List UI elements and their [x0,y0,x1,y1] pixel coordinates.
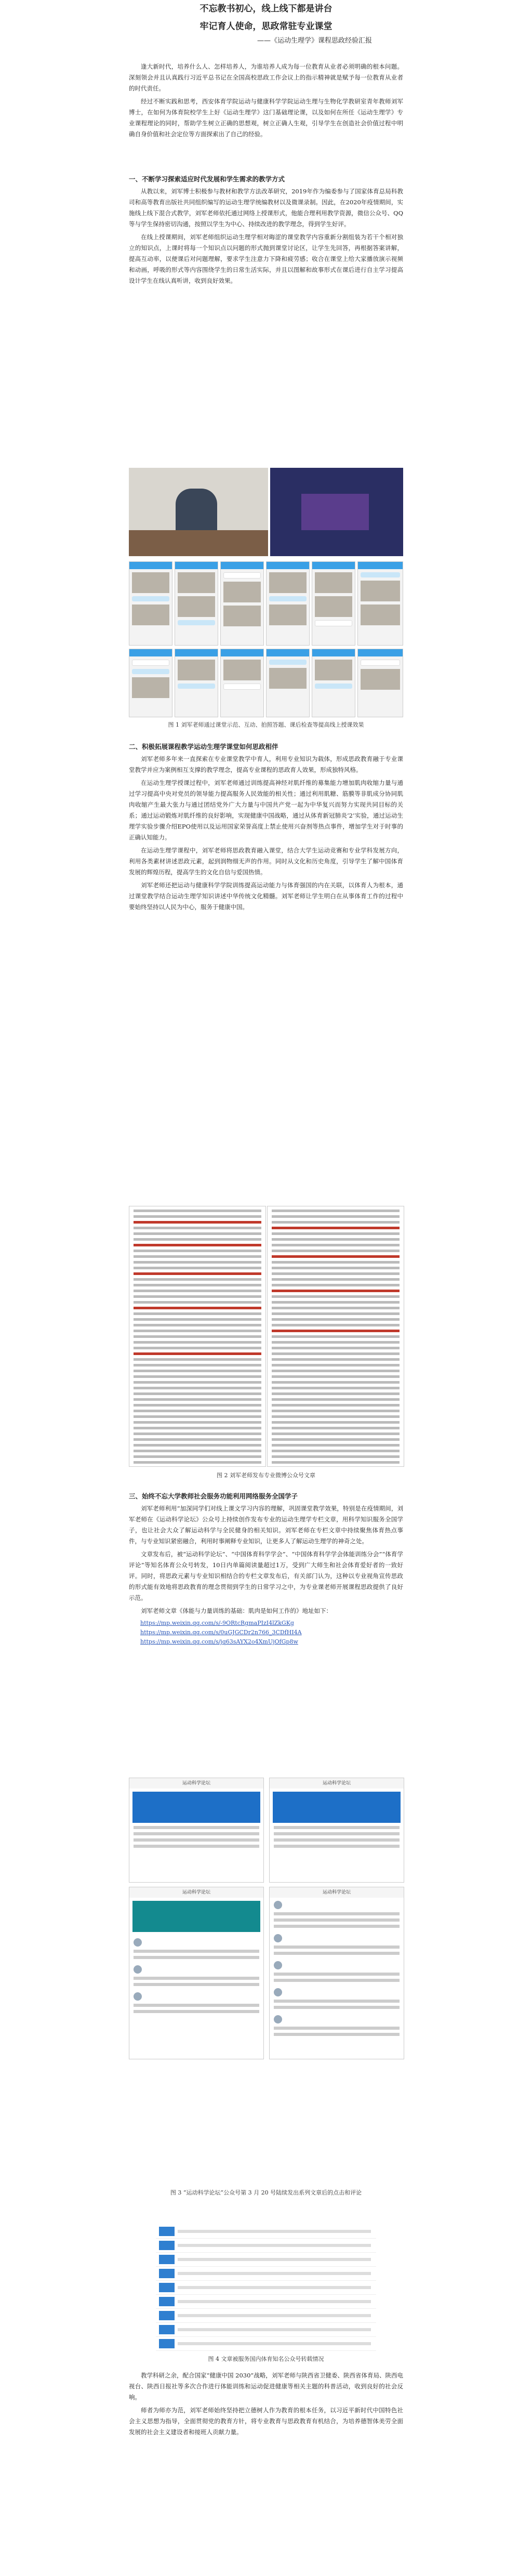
section-paragraph: 在线上授课期间，刘军老师组织运动生理学相对晦涩的课堂教学内容重新分割组装为若干个相对独立的知识点，上课时将每一个知识点以问题的形式抛到课堂讨论区，让学生先回答，再根据答案讲解，提高互动率，以便课后对问题理解，要求学生注意力下降和疲劳感；收合在课堂上给大家播放演示视频和动画，呼吸的形式等内容围绕学生的日常生活实际，并且以图解和故事形式在课后进行自主学习提高设计学生在线认真听讲，收到良好效果。 [129,233,403,284]
article-banner [273,1792,401,1823]
main-title: 不忘教书初心，线上线下都是讲台 [200,4,332,14]
wechat-title: 运动科学论坛 [270,1778,404,1789]
phone-screenshot [175,561,218,646]
section-paragraph: 在运动生理学课程中，刘军老师将思政教育融入课堂，结合大学生运动竞赛和专业学科发展方向，利用各类素材讲述思政元素，起到润物细无声的作用。同时从文化和历史角度，引导学生了解中国体育发展的辉煌历程，提高学生的文化自信与爱国热情。 [129,847,403,876]
title-block [129,2,403,47]
wechat-title: 运动科学论坛 [129,1887,263,1898]
table-row [156,2337,376,2351]
section-paragraph: 文章发布后，被“运动科学论坛”、“中国体育科学学会”、“中国体育科学学会体能训练分会”“体育学评论”等知名体育公众号转发，10日内单篇阅读量超过1万，受到广大师生和社会体育爱好者的一致好评。同时，将思政元素与专业知识相结合的专栏文章发布后，有关部门认为，这种以专业视角宣传思政的形式能有效地将思政教育的理念贯彻到学生的日常学习之中，为专业课老师开展课程思政提供了良好示范。 [129,1550,403,1601]
phone-screenshot [220,561,264,646]
section-paragraph: 刘军老师还把运动与健康科学学院训练提高运动能力与体育强国的内在关联，以体育人为根本，通过课堂教学结合运动生理学知识讲述中华传统文化精髓。刘军老师让学生明白在从事体育工作的过程中要始终坚持以人民为中心，服务于健康中国。 [129,882,403,911]
table-row [156,2239,376,2253]
wechat-screenshot [269,1887,404,2059]
section-paragraph: 刘军老师利用“加深同学们对线上课文学习内容的理解，巩固课堂教学效果，特别是在疫情期间，刘军老师在《运动科学论坛》公众号上持续创作发布专业的运动生理学专栏文章，用科学知识服务全国学子，也让社会大众了解运动科学与全民健身的相关知识。刘军老师在专栏文章中持续聚焦体育热点事件，与专业知识紧密融合，利用时事阐释专业知识，让更多人了解运动生理学的神奇之处。 [129,1505,403,1545]
article-screenshot [267,1206,404,1467]
article-link[interactable]: https://mp.weixin.qq.com/s/-9ORtcRgmaPIzI4lZkGKg [140,1620,294,1626]
links-intro: 刘军老师文章《体能与力量训练的基础：肌肉是如何工作的》地址如下： [141,1607,332,1614]
closing-block [129,2370,403,2440]
section-heading: 二、积极拓展课程教学运动生理学课堂如何思政相伴 [129,743,278,751]
figure-3-caption: 图 3 “运动科学论坛”公众号第 3 月 20 号陆续发出系列文章后的点击和评论 [170,2189,362,2196]
repost-stats-table [156,2225,376,2351]
phone-screenshot [266,649,310,717]
phone-screenshot [175,649,218,717]
wechat-screenshot [269,1778,404,1883]
intro-block [129,61,403,142]
figure-2-caption: 图 2 刘军老师发布专业微博公众号文章 [217,1472,315,1479]
closing-paragraph: 教学科研之余，配合国家“健康中国 2030”战略，刘军老师与陕西省卫健委、陕西省体育局、陕西电视台、陕西日报社等多次合作进行体能训练和运动促进健康等相关主题的科普活动，收到良好的社会反响。 [129,2372,403,2401]
section-heading: 三、始终不忘大学教师社会服务功能利用网络服务全国学子 [129,1492,298,1500]
section-paragraph: 从教以来，刘军博士积极参与教材和教学方法改革研究，2019年作为编委参与了国家体育总局科教司和高等教育出版社共同组织编写的运动生理学统编教材以及微课录制。因此，在2020年疫情期间，实施线上线下混合式教学，刘军老师依托通过网络上授课形式，他能合理利用教学资源，微信公众号、QQ等与学生保持密切沟通，按照以学生为中心、持续改进的教学理念，得到学生好评。 [129,188,403,228]
intro-paragraph: 经过不断实践和思考，西安体育学院运动与健康科学学院运动生理与生物化学教研室青年教师刘军博士，在如何为体育院校学生上好《运动生理学》这门基础理论课，以及如何在所任《运动生理学》专业课程理论的同时，帮助学生树立正确的思想观，树立正确人生观，引导学生在创造社会价值过程中明确自身价值和社会定位等方面探索出了自己的经验。 [129,98,403,138]
table-row [156,2253,376,2267]
figure-1-caption: 图 1 刘军老师通过课堂示范、互动、拍照答题、课后检查等提高线上授课效果 [168,721,364,728]
section-heading: 一、不断学习探索适应时代发展和学生需求的教学方式 [129,175,285,183]
table-row [156,2309,376,2323]
classroom-photo [129,468,268,556]
phone-screenshot [129,649,172,717]
slide-screenshot [270,468,403,556]
table-row [156,2323,376,2337]
wechat-title: 运动科学论坛 [129,1778,263,1789]
phone-screenshot [312,561,355,646]
article-banner [132,1792,260,1823]
section-paragraph: 刘军老师多年来一直探索在专业课堂教学中育人，利用专业知识为载体，形成思政教育融于专业课堂教学并应为案例相互支撑的教学理念，提高专业课程的思政育人效果，形成独特风格。 [129,755,403,773]
course-title: ——《运动生理学》课程思政经验汇报 [257,37,372,45]
intro-paragraph: 逢大新时代，培养什么人、怎样培养人，为谁培养人成为每一位教育从业者必须明确的根本问题。深刻领会并且认真践行习近平总书记在全国高校思政工作会议上的指示精神就是赋予每一位教育从业者的时代责任。 [129,63,403,92]
article-link[interactable]: https://mp.weixin.qq.com/s/0uGJGCDr2n766_3CDfHI4A [140,1629,302,1636]
wechat-title: 运动科学论坛 [270,1887,404,1898]
main-subtitle: 牢记育人使命，思政常驻专业课堂 [200,21,332,32]
wechat-screenshot [129,1887,264,2059]
phone-screenshot [357,649,403,717]
section-paragraph: 在运动生理学授课过程中，刘军老师通过训练提高神经对肌纤维的募集能力增加肌肉收缩力量与通过学习提高中央对党员的领导能力提高服务人民效能的相关性；通过利用肌糖、筋膜等非肌成分协同肌肉收缩产生最大张力与通过团结党外广大力量与中国共产党一起为中华复兴而努力实现共同目标的关系；通过运动锻炼对肌纤维的良好影响，实现健康中国战略，通过从体育新冠肺炎‘2’实验，通过运动生理学实验步骤介绍EPO使用以及运用国家荣誉高度上禁止使用兴奋剂等热点事件，增加学生对于时事的正确认知能力。 [129,779,403,841]
phone-screenshot [266,561,310,646]
table-row [156,2267,376,2281]
closing-paragraph: 师者为师亦为范，刘军老师始终坚持把立德树人作为教育的根本任务，以习近平新时代中国特色社会主义思想为指导，全面贯彻党的教育方针，将专业教育与思政教育有机结合，为培养德智体美劳全面发展的社会主义建设者和接班人贡献力量。 [129,2407,403,2436]
phone-screenshot [312,649,355,717]
phone-screenshot [129,561,172,646]
section-2 [129,738,403,915]
figure-4-caption: 图 4 文章被服务国内体育知名公众号转载情况 [208,2356,324,2362]
phone-screenshot [220,649,264,717]
phone-screenshot [357,561,403,646]
article-banner [132,1901,260,1932]
table-row [156,2281,376,2295]
section-3 [129,1488,403,1647]
table-row [156,2225,376,2239]
article-link[interactable]: https://mp.weixin.qq.com/s/jq63sAYX2o4XmUjOfGp8w [140,1638,298,1645]
article-screenshot [129,1206,266,1467]
wechat-screenshot [129,1778,264,1883]
section-1 [129,170,403,288]
table-row [156,2295,376,2309]
